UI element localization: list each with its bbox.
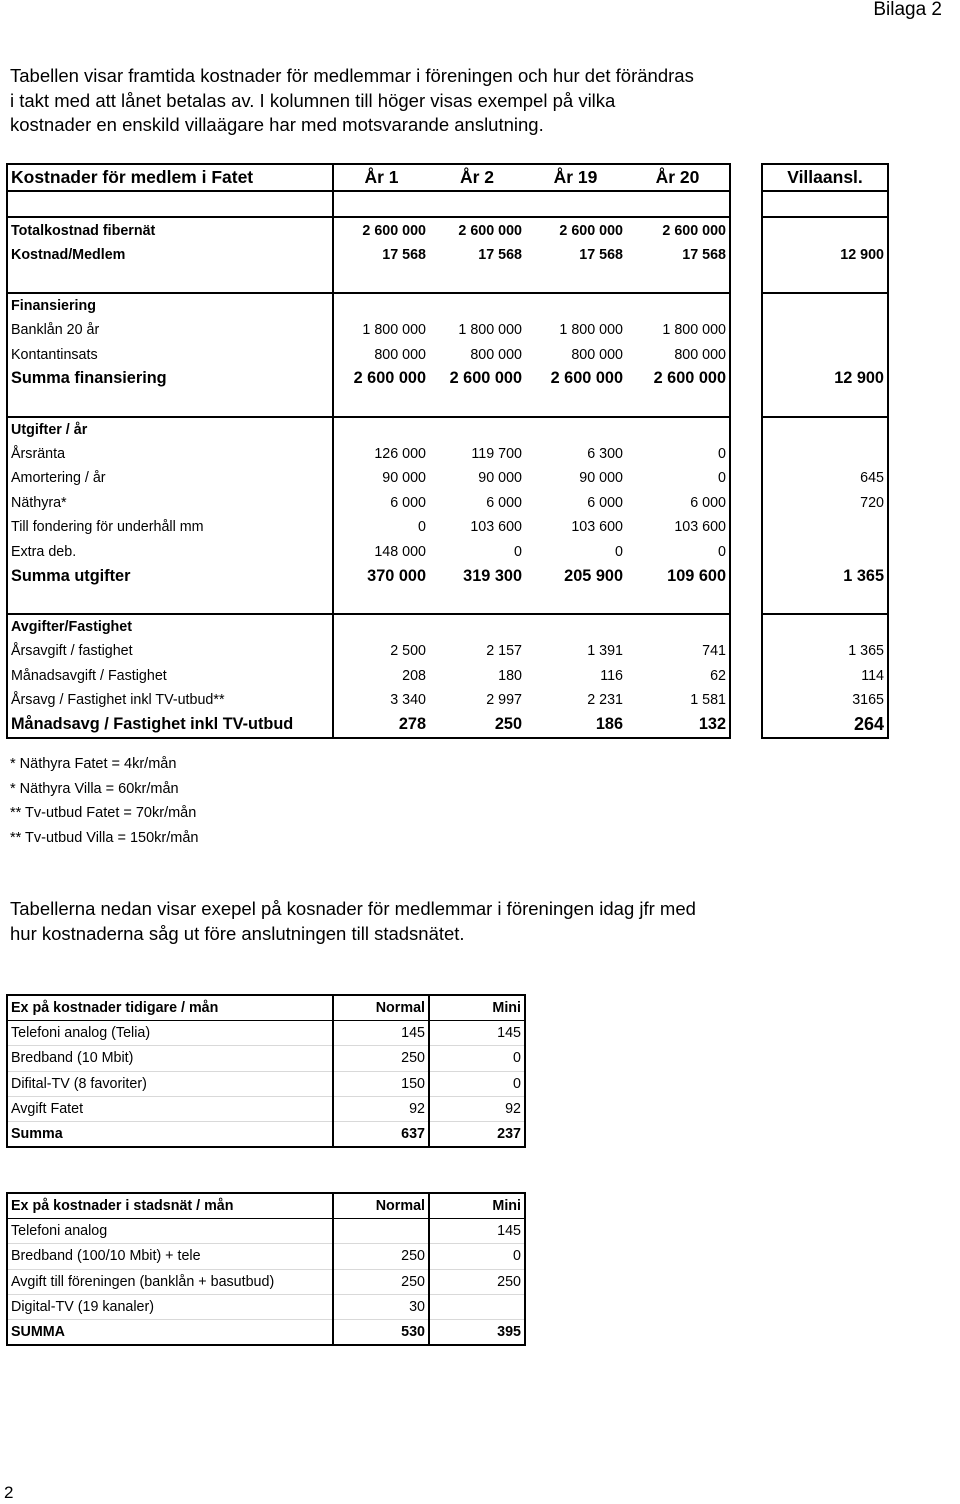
year-value: 800 000 bbox=[571, 346, 623, 363]
spacer bbox=[730, 293, 762, 318]
year-value: 6 000 bbox=[390, 494, 426, 511]
year-value bbox=[429, 391, 525, 416]
normal-value: 637 bbox=[333, 1121, 429, 1147]
year-value bbox=[626, 191, 730, 217]
year-value: 90 000 bbox=[579, 470, 623, 487]
spacer bbox=[730, 267, 762, 292]
row-label: Utgifter / år bbox=[7, 417, 333, 442]
table-header-row bbox=[7, 164, 888, 191]
table-row bbox=[7, 1071, 525, 1096]
mini-value: 250 bbox=[429, 1269, 525, 1294]
normal-value: 250 bbox=[333, 1269, 429, 1294]
year-value bbox=[333, 588, 429, 613]
normal-value: 250 bbox=[333, 1244, 429, 1269]
row-label: Årsavg / Fastighet inkl TV-utbud** bbox=[7, 688, 333, 712]
mini-value: 92 bbox=[429, 1096, 525, 1121]
row-label: Till fondering för underhåll mm bbox=[7, 515, 333, 539]
appendix-label: Bilaga 2 bbox=[873, 0, 942, 20]
spacer bbox=[730, 639, 762, 663]
spacer bbox=[730, 491, 762, 515]
year-value bbox=[333, 391, 429, 416]
mini-value: 0 bbox=[429, 1244, 525, 1269]
spacer bbox=[730, 391, 762, 416]
year-value: 741 bbox=[626, 639, 730, 663]
intro-paragraph bbox=[10, 64, 694, 138]
year-value bbox=[429, 588, 525, 613]
spacer bbox=[730, 712, 762, 737]
row-label: Summa utgifter bbox=[7, 564, 333, 588]
year-value: 126 000 bbox=[374, 446, 426, 463]
year-value: 116 bbox=[600, 667, 623, 684]
year-value: 370 000 bbox=[367, 566, 426, 585]
row-label: Finansiering bbox=[7, 293, 333, 318]
year-value: 109 600 bbox=[626, 564, 730, 588]
mini-value: 237 bbox=[429, 1121, 525, 1147]
year-value: 0 bbox=[626, 539, 730, 563]
table-row bbox=[7, 712, 888, 737]
table-row bbox=[7, 588, 888, 613]
villa-value bbox=[762, 191, 888, 217]
year-value: 6 300 bbox=[587, 446, 623, 463]
year-value bbox=[333, 293, 429, 318]
year-value bbox=[429, 614, 525, 639]
year-value: 62 bbox=[626, 663, 730, 687]
table-row bbox=[7, 614, 888, 639]
table-row bbox=[7, 342, 888, 366]
spacer bbox=[730, 318, 762, 342]
row-label: Månadsavg / Fastighet inkl TV-utbud bbox=[7, 712, 333, 737]
normal-value: 250 bbox=[333, 1046, 429, 1071]
row-label: Årsavgift / fastighet bbox=[7, 639, 333, 663]
year-header: År 19 bbox=[525, 164, 626, 191]
spacer bbox=[730, 515, 762, 539]
year-header: År 20 bbox=[626, 164, 730, 191]
year-value: 3 340 bbox=[390, 692, 426, 708]
row-label: Summa bbox=[7, 1121, 333, 1147]
table-row bbox=[7, 442, 888, 466]
year-value bbox=[525, 267, 626, 292]
table-row bbox=[7, 367, 888, 391]
year-value: 1 800 000 bbox=[458, 322, 522, 339]
villa-value: 114 bbox=[762, 663, 888, 687]
table-row bbox=[7, 417, 888, 442]
row-label: Difital-TV (8 favoriter) bbox=[7, 1071, 333, 1096]
mini-value bbox=[429, 1294, 525, 1319]
table-row bbox=[7, 267, 888, 292]
year-value bbox=[333, 191, 429, 217]
year-value bbox=[525, 614, 626, 639]
row-label: SUMMA bbox=[7, 1319, 333, 1345]
year-value bbox=[333, 614, 429, 639]
villa-value bbox=[762, 217, 888, 242]
row-label: Näthyra* bbox=[7, 491, 333, 515]
villa-value bbox=[762, 614, 888, 639]
spacer bbox=[730, 191, 762, 217]
villa-header: Villaansl. bbox=[762, 164, 888, 191]
spacer bbox=[730, 564, 762, 588]
table-row bbox=[7, 663, 888, 687]
year-value bbox=[626, 588, 730, 613]
row-label bbox=[7, 267, 333, 292]
villa-value: 1 365 bbox=[762, 639, 888, 663]
table-row bbox=[7, 564, 888, 588]
year-value bbox=[626, 614, 730, 639]
table-row bbox=[7, 318, 888, 342]
row-label: Telefoni analog bbox=[7, 1219, 333, 1244]
year-value: 90 000 bbox=[478, 470, 522, 487]
spacer bbox=[730, 417, 762, 442]
year-value bbox=[626, 417, 730, 442]
villa-value bbox=[762, 417, 888, 442]
year-value bbox=[525, 391, 626, 416]
comparison-intro bbox=[10, 896, 696, 946]
villa-value bbox=[762, 588, 888, 613]
year-value bbox=[626, 293, 730, 318]
year-value: 278 bbox=[333, 712, 429, 737]
year-value: 1 581 bbox=[626, 688, 730, 712]
normal-value: 30 bbox=[333, 1294, 429, 1319]
row-label: Årsränta bbox=[7, 442, 333, 466]
year-header: År 1 bbox=[333, 164, 429, 191]
year-value bbox=[525, 191, 626, 217]
intro-line: i takt med att lånet betalas av. I kolumnen till höger visas exempel på vilka bbox=[10, 89, 616, 111]
mini-value: 0 bbox=[429, 1071, 525, 1096]
spacer bbox=[730, 164, 762, 191]
villa-value: 1 365 bbox=[762, 564, 888, 588]
row-label: Bredband (10 Mbit) bbox=[7, 1046, 333, 1071]
table-row bbox=[7, 466, 888, 490]
table-row bbox=[7, 1021, 525, 1046]
row-label: Avgift Fatet bbox=[7, 1096, 333, 1121]
year-value: 132 bbox=[626, 712, 730, 737]
year-value: 800 000 bbox=[470, 346, 522, 363]
year-value bbox=[626, 391, 730, 416]
table-row bbox=[7, 391, 888, 416]
row-label bbox=[7, 588, 333, 613]
spacer bbox=[730, 614, 762, 639]
year-value: 2 600 000 bbox=[353, 369, 426, 388]
villa-value bbox=[762, 318, 888, 342]
spacer bbox=[730, 217, 762, 242]
row-label: Extra deb. bbox=[7, 539, 333, 563]
table-row bbox=[7, 491, 888, 515]
column-header-mini: Mini bbox=[429, 995, 525, 1021]
row-label: Månadsavgift / Fastighet bbox=[7, 663, 333, 687]
column-header-normal: Normal bbox=[333, 1193, 429, 1219]
year-value: 2 600 000 bbox=[449, 369, 522, 388]
row-label: Kostnad/Medlem bbox=[7, 243, 333, 267]
year-value: 148 000 bbox=[374, 543, 426, 560]
footnotes bbox=[10, 752, 198, 850]
year-value: 186 bbox=[525, 712, 626, 737]
table-row bbox=[7, 639, 888, 663]
member-cost-table bbox=[6, 163, 889, 739]
table-row bbox=[7, 191, 888, 217]
footnote: * Näthyra Villa = 60kr/mån bbox=[10, 780, 179, 797]
spacer bbox=[730, 466, 762, 490]
villa-value bbox=[762, 539, 888, 563]
row-label: Telefoni analog (Telia) bbox=[7, 1021, 333, 1046]
costs-city-network-table bbox=[6, 1192, 526, 1346]
table-row bbox=[7, 1319, 525, 1345]
year-value: 90 000 bbox=[382, 470, 426, 487]
year-value bbox=[525, 588, 626, 613]
villa-value: 3165 bbox=[762, 688, 888, 712]
spacer bbox=[730, 663, 762, 687]
year-value bbox=[626, 267, 730, 292]
table-row bbox=[7, 1219, 525, 1244]
year-value: 119 700 bbox=[471, 446, 522, 463]
year-value: 6 000 bbox=[587, 494, 623, 511]
table-row bbox=[7, 243, 888, 267]
table-title: Ex på kostnader i stadsnät / mån bbox=[7, 1193, 333, 1219]
table-row bbox=[7, 539, 888, 563]
year-value: 17 568 bbox=[579, 246, 623, 263]
spacer bbox=[730, 243, 762, 267]
table-row bbox=[7, 1244, 525, 1269]
comparison-intro-line: Tabellerna nedan visar exepel på kosnader för medlemmar i föreningen idag jfr med bbox=[10, 898, 696, 919]
spacer bbox=[730, 688, 762, 712]
year-value bbox=[333, 417, 429, 442]
page-number: 2 bbox=[4, 1483, 14, 1502]
row-label: Banklån 20 år bbox=[7, 318, 333, 342]
year-value: 0 bbox=[626, 442, 730, 466]
year-value: 319 300 bbox=[463, 566, 522, 585]
year-value bbox=[429, 293, 525, 318]
year-value: 2 500 bbox=[390, 643, 426, 660]
year-value: 2 997 bbox=[486, 692, 522, 708]
table-header-row bbox=[7, 1193, 525, 1219]
villa-value bbox=[762, 293, 888, 318]
year-value: 0 bbox=[514, 543, 522, 560]
spacer bbox=[730, 367, 762, 391]
row-label: Bredband (100/10 Mbit) + tele bbox=[7, 1244, 333, 1269]
year-value: 1 391 bbox=[587, 643, 623, 660]
villa-value bbox=[762, 515, 888, 539]
footnote: ** Tv-utbud Fatet = 70kr/mån bbox=[10, 805, 197, 821]
year-value: 208 bbox=[402, 667, 426, 684]
year-value: 103 600 bbox=[626, 515, 730, 539]
villa-value bbox=[762, 267, 888, 292]
year-value: 2 600 000 bbox=[525, 217, 626, 242]
villa-value bbox=[762, 442, 888, 466]
normal-value: 150 bbox=[333, 1071, 429, 1096]
table-row bbox=[7, 515, 888, 539]
mini-value: 395 bbox=[429, 1319, 525, 1345]
year-value: 1 800 000 bbox=[626, 318, 730, 342]
table-row bbox=[7, 1269, 525, 1294]
table-row bbox=[7, 293, 888, 318]
row-label bbox=[7, 191, 333, 217]
year-value bbox=[429, 267, 525, 292]
row-label: Amortering / år bbox=[7, 466, 333, 490]
normal-value: 530 bbox=[333, 1319, 429, 1345]
intro-line: Tabellen visar framtida kostnader för medlemmar i föreningen och hur det förändras bbox=[10, 65, 694, 86]
table-row bbox=[7, 1294, 525, 1319]
year-value: 250 bbox=[429, 712, 525, 737]
year-value: 180 bbox=[498, 667, 522, 684]
table-row bbox=[7, 1121, 525, 1147]
spacer bbox=[730, 442, 762, 466]
villa-value bbox=[762, 391, 888, 416]
table-title: Kostnader för medlem i Fatet bbox=[7, 164, 333, 191]
mini-value: 0 bbox=[429, 1046, 525, 1071]
comparison-intro-line: hur kostnaderna såg ut före anslutningen till stadsnätet. bbox=[10, 923, 465, 944]
column-header-mini: Mini bbox=[429, 1193, 525, 1219]
row-label: Digital-TV (19 kanaler) bbox=[7, 1294, 333, 1319]
row-label: Summa finansiering bbox=[7, 367, 333, 391]
spacer bbox=[730, 588, 762, 613]
year-value: 103 600 bbox=[571, 519, 623, 536]
year-value: 6 000 bbox=[626, 491, 730, 515]
table-title: Ex på kostnader tidigare / mån bbox=[7, 995, 333, 1021]
year-value: 0 bbox=[626, 466, 730, 490]
year-value: 800 000 bbox=[626, 342, 730, 366]
year-value: 0 bbox=[615, 543, 623, 560]
villa-value: 12 900 bbox=[762, 367, 888, 391]
year-value: 2 157 bbox=[486, 643, 522, 660]
table-row bbox=[7, 688, 888, 712]
year-value: 2 600 000 bbox=[333, 217, 429, 242]
intro-line: kostnader en enskild villaägare har med motsvarande anslutning. bbox=[10, 114, 544, 135]
table-row bbox=[7, 1046, 525, 1071]
year-value: 205 900 bbox=[564, 566, 623, 585]
year-value: 0 bbox=[418, 519, 426, 536]
row-label: Totalkostnad fibernät bbox=[7, 217, 333, 242]
normal-value: 92 bbox=[333, 1096, 429, 1121]
mini-value: 145 bbox=[429, 1021, 525, 1046]
year-value: 17 568 bbox=[478, 246, 522, 263]
spacer bbox=[730, 539, 762, 563]
normal-value bbox=[333, 1219, 429, 1244]
year-value: 2 600 000 bbox=[626, 217, 730, 242]
mini-value: 145 bbox=[429, 1219, 525, 1244]
year-value: 17 568 bbox=[626, 243, 730, 267]
year-value: 103 600 bbox=[470, 519, 522, 536]
row-label: Avgifter/Fastighet bbox=[7, 614, 333, 639]
year-value: 1 800 000 bbox=[559, 322, 623, 339]
year-value: 2 600 000 bbox=[429, 217, 525, 242]
year-value bbox=[333, 267, 429, 292]
year-value: 2 600 000 bbox=[626, 367, 730, 391]
table-row bbox=[7, 217, 888, 242]
year-value: 2 231 bbox=[587, 692, 623, 708]
year-value: 6 000 bbox=[486, 494, 522, 511]
row-label: Kontantinsats bbox=[7, 342, 333, 366]
year-value bbox=[429, 191, 525, 217]
year-value: 1 800 000 bbox=[362, 322, 426, 339]
column-header-normal: Normal bbox=[333, 995, 429, 1021]
villa-value bbox=[762, 342, 888, 366]
row-label bbox=[7, 391, 333, 416]
villa-value: 12 900 bbox=[762, 243, 888, 267]
year-value: 800 000 bbox=[374, 346, 426, 363]
footnote: ** Tv-utbud Villa = 150kr/mån bbox=[10, 829, 199, 846]
normal-value: 145 bbox=[333, 1021, 429, 1046]
year-value: 17 568 bbox=[382, 246, 426, 263]
year-value bbox=[429, 417, 525, 442]
villa-value: 720 bbox=[762, 491, 888, 515]
spacer bbox=[730, 342, 762, 366]
table-header-row bbox=[7, 995, 525, 1021]
year-header: År 2 bbox=[429, 164, 525, 191]
year-value bbox=[525, 417, 626, 442]
table-row bbox=[7, 1096, 525, 1121]
year-value bbox=[525, 293, 626, 318]
villa-value: 264 bbox=[762, 712, 888, 737]
villa-value: 645 bbox=[762, 466, 888, 490]
footnote: * Näthyra Fatet = 4kr/mån bbox=[10, 756, 177, 772]
year-value: 2 600 000 bbox=[550, 369, 623, 388]
row-label: Avgift till föreningen (banklån + basutbud) bbox=[7, 1269, 333, 1294]
costs-before-table bbox=[6, 994, 526, 1148]
